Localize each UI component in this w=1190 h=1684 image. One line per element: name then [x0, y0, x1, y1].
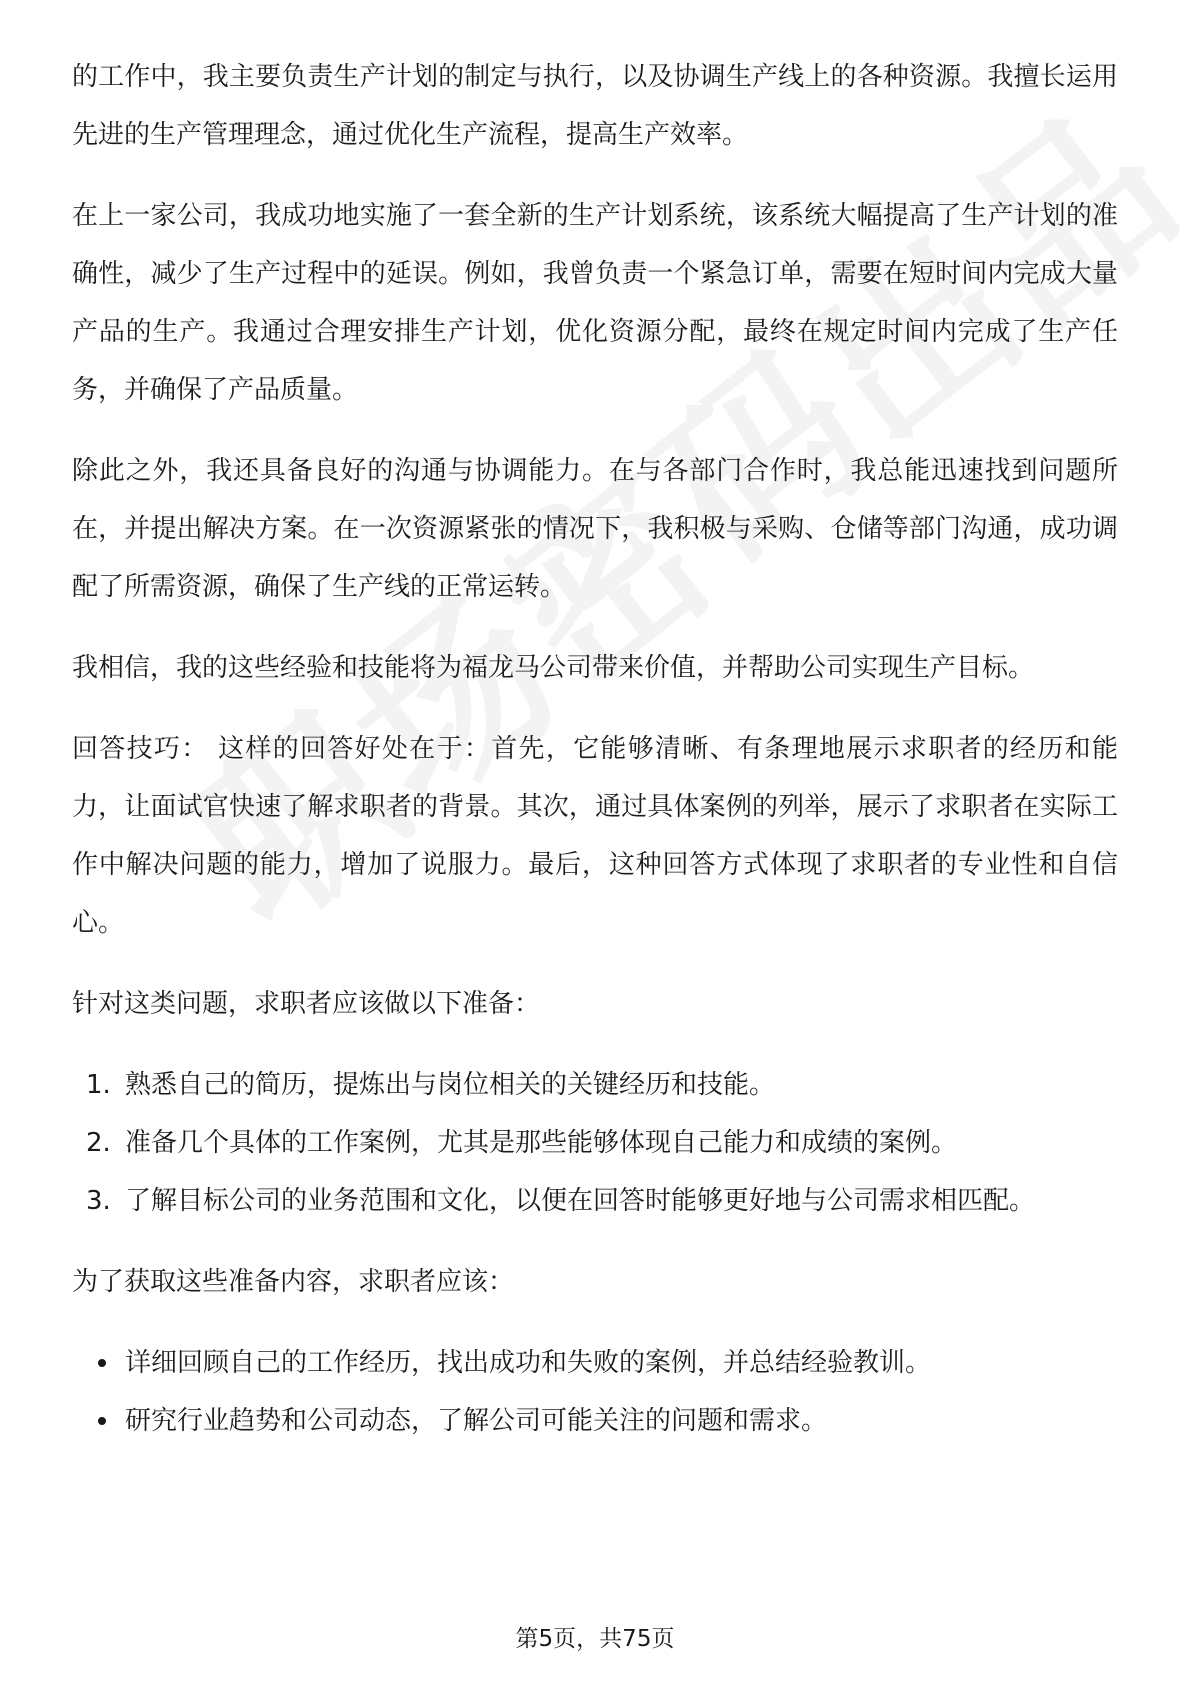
paragraph-preparation-intro: 针对这类问题，求职者应该做以下准备：: [72, 989, 541, 1019]
preparation-numbered-list: [72, 1056, 1118, 1230]
bullet-dot-icon: [98, 1417, 106, 1425]
list-item-text: 准备几个具体的工作案例，尤其是那些能够体现自己能力和成绩的案例。: [125, 1128, 958, 1158]
list-number: 1.: [86, 1070, 111, 1100]
list-item-text: 研究行业趋势和公司动态，了解公司可能关注的问题和需求。: [125, 1406, 828, 1436]
list-number: 3.: [86, 1186, 111, 1216]
list-item-text: 熟悉自己的简历，提炼出与岗位相关的关键经历和技能。: [125, 1070, 776, 1100]
bullet-dot-icon: [98, 1359, 106, 1367]
list-item: [72, 1114, 1118, 1172]
paragraph-how-to-obtain: 为了获取这些准备内容，求职者应该：: [72, 1267, 515, 1297]
list-item: [72, 1334, 1118, 1392]
list-item-text: 了解目标公司的业务范围和文化，以便在回答时能够更好地与公司需求相匹配。: [125, 1186, 1036, 1216]
list-item: [72, 1056, 1118, 1114]
document-body: [72, 48, 1118, 1450]
paragraph-communication: 除此之外，我还具备良好的沟通与协调能力。在与各部门合作时，我总能迅速找到问题所在，并提出解决方案。在一次资源紧张的情况下，我积极与采购、仓储等部门沟通，成功调配了所需资源，确保了生产线的正常运转。: [72, 456, 1118, 602]
list-item-text: 详细回顾自己的工作经历，找出成功和失败的案例，并总结经验教训。: [125, 1348, 932, 1378]
paragraph-belief: 我相信，我的这些经验和技能将为福龙马公司带来价值，并帮助公司实现生产目标。: [72, 653, 1035, 683]
paragraph-answer-tips: 回答技巧： 这样的回答好处在于：首先，它能够清晰、有条理地展示求职者的经历和能力，让面试官快速了解求职者的背景。其次，通过具体案例的列举，展示了求职者在实际工作中解决问题的能力，增加了说服力。最后，这种回答方式体现了求职者的专业性和自信心。: [72, 734, 1118, 938]
page-number-footer: 第5页，共75页: [515, 1626, 675, 1652]
obtain-bullet-list: [72, 1334, 1118, 1450]
paragraph-work-duties: 的工作中，我主要负责生产计划的制定与执行，以及协调生产线上的各种资源。我擅长运用先进的生产管理理念，通过优化生产流程，提高生产效率。: [72, 62, 1118, 150]
list-item: [72, 1172, 1118, 1230]
list-number: 2.: [86, 1128, 111, 1158]
paragraph-previous-company: 在上一家公司，我成功地实施了一套全新的生产计划系统，该系统大幅提高了生产计划的准确性，减少了生产过程中的延误。例如，我曾负责一个紧急订单，需要在短时间内完成大量产品的生产。我通过合理安排生产计划，优化资源分配，最终在规定时间内完成了生产任务，并确保了产品质量。: [72, 201, 1118, 405]
list-item: [72, 1392, 1118, 1450]
